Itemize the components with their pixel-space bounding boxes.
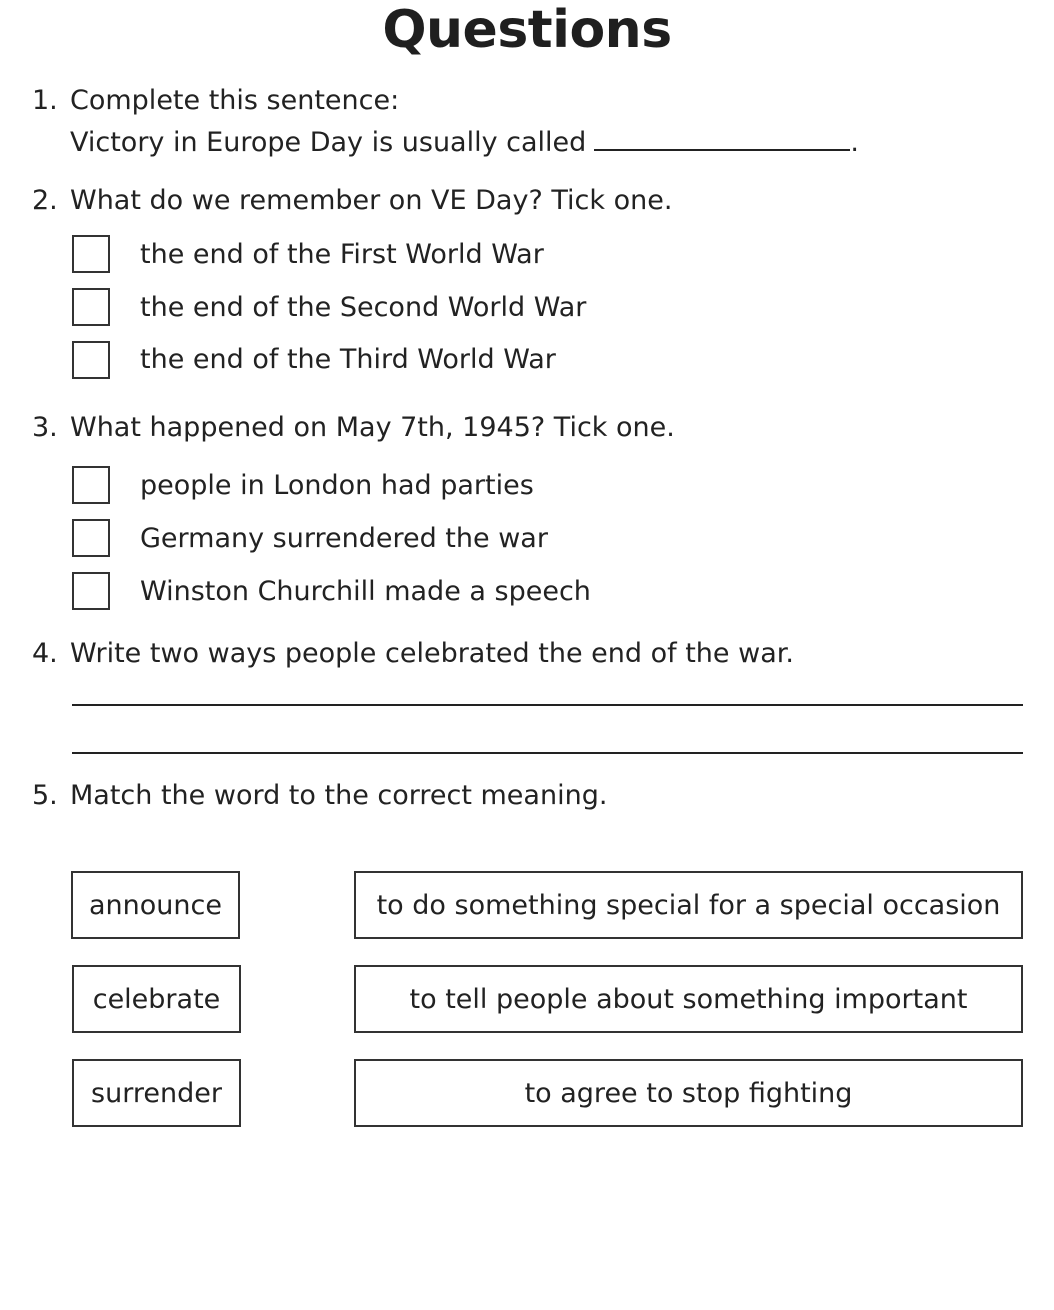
- q3-prompt: What happened on May 7th, 1945? Tick one.: [70, 412, 675, 443]
- q2-option-2-checkbox[interactable]: [72, 288, 110, 326]
- q1-end: .: [850, 127, 859, 158]
- page-title: Questions: [382, 0, 672, 60]
- q1-number: 1.: [32, 85, 58, 116]
- q1-sentence: Victory in Europe Day is usually called: [70, 127, 587, 158]
- q3-number: 3.: [32, 412, 58, 443]
- q4-number: 4.: [32, 638, 58, 669]
- match-meaning-1[interactable]: to do something special for a special occasion: [354, 871, 1023, 939]
- q5-prompt: Match the word to the correct meaning.: [70, 780, 608, 811]
- q2-option-1-label: the end of the First World War: [140, 239, 544, 270]
- q3-option-3-label: Winston Churchill made a speech: [140, 576, 591, 607]
- q2-prompt: What do we remember on VE Day? Tick one.: [70, 185, 673, 216]
- q4-prompt: Write two ways people celebrated the end of the war.: [70, 638, 794, 669]
- match-word-announce[interactable]: announce: [71, 871, 240, 939]
- q2-option-2-label: the end of the Second World War: [140, 292, 587, 323]
- match-meaning-3[interactable]: to agree to stop fighting: [354, 1059, 1023, 1127]
- q3-option-2-label: Germany surrendered the war: [140, 523, 548, 554]
- q2-option-3-checkbox[interactable]: [72, 341, 110, 379]
- q4-answer-line-1[interactable]: [72, 704, 1023, 706]
- q3-option-1-label: people in London had parties: [140, 470, 534, 501]
- q3-option-2-checkbox[interactable]: [72, 519, 110, 557]
- q2-number: 2.: [32, 185, 58, 216]
- match-word-celebrate[interactable]: celebrate: [72, 965, 241, 1033]
- q3-option-3-checkbox[interactable]: [72, 572, 110, 610]
- match-meaning-2[interactable]: to tell people about something important: [354, 965, 1023, 1033]
- q1-answer-blank[interactable]: [594, 127, 850, 151]
- match-word-surrender[interactable]: surrender: [72, 1059, 241, 1127]
- q2-option-1-checkbox[interactable]: [72, 235, 110, 273]
- q2-option-3-label: the end of the Third World War: [140, 344, 556, 375]
- q1-sentence-line: [70, 126, 859, 160]
- q5-number: 5.: [32, 780, 58, 811]
- q4-answer-line-2[interactable]: [72, 752, 1023, 754]
- q1-prompt: Complete this sentence:: [70, 85, 400, 116]
- q3-option-1-checkbox[interactable]: [72, 466, 110, 504]
